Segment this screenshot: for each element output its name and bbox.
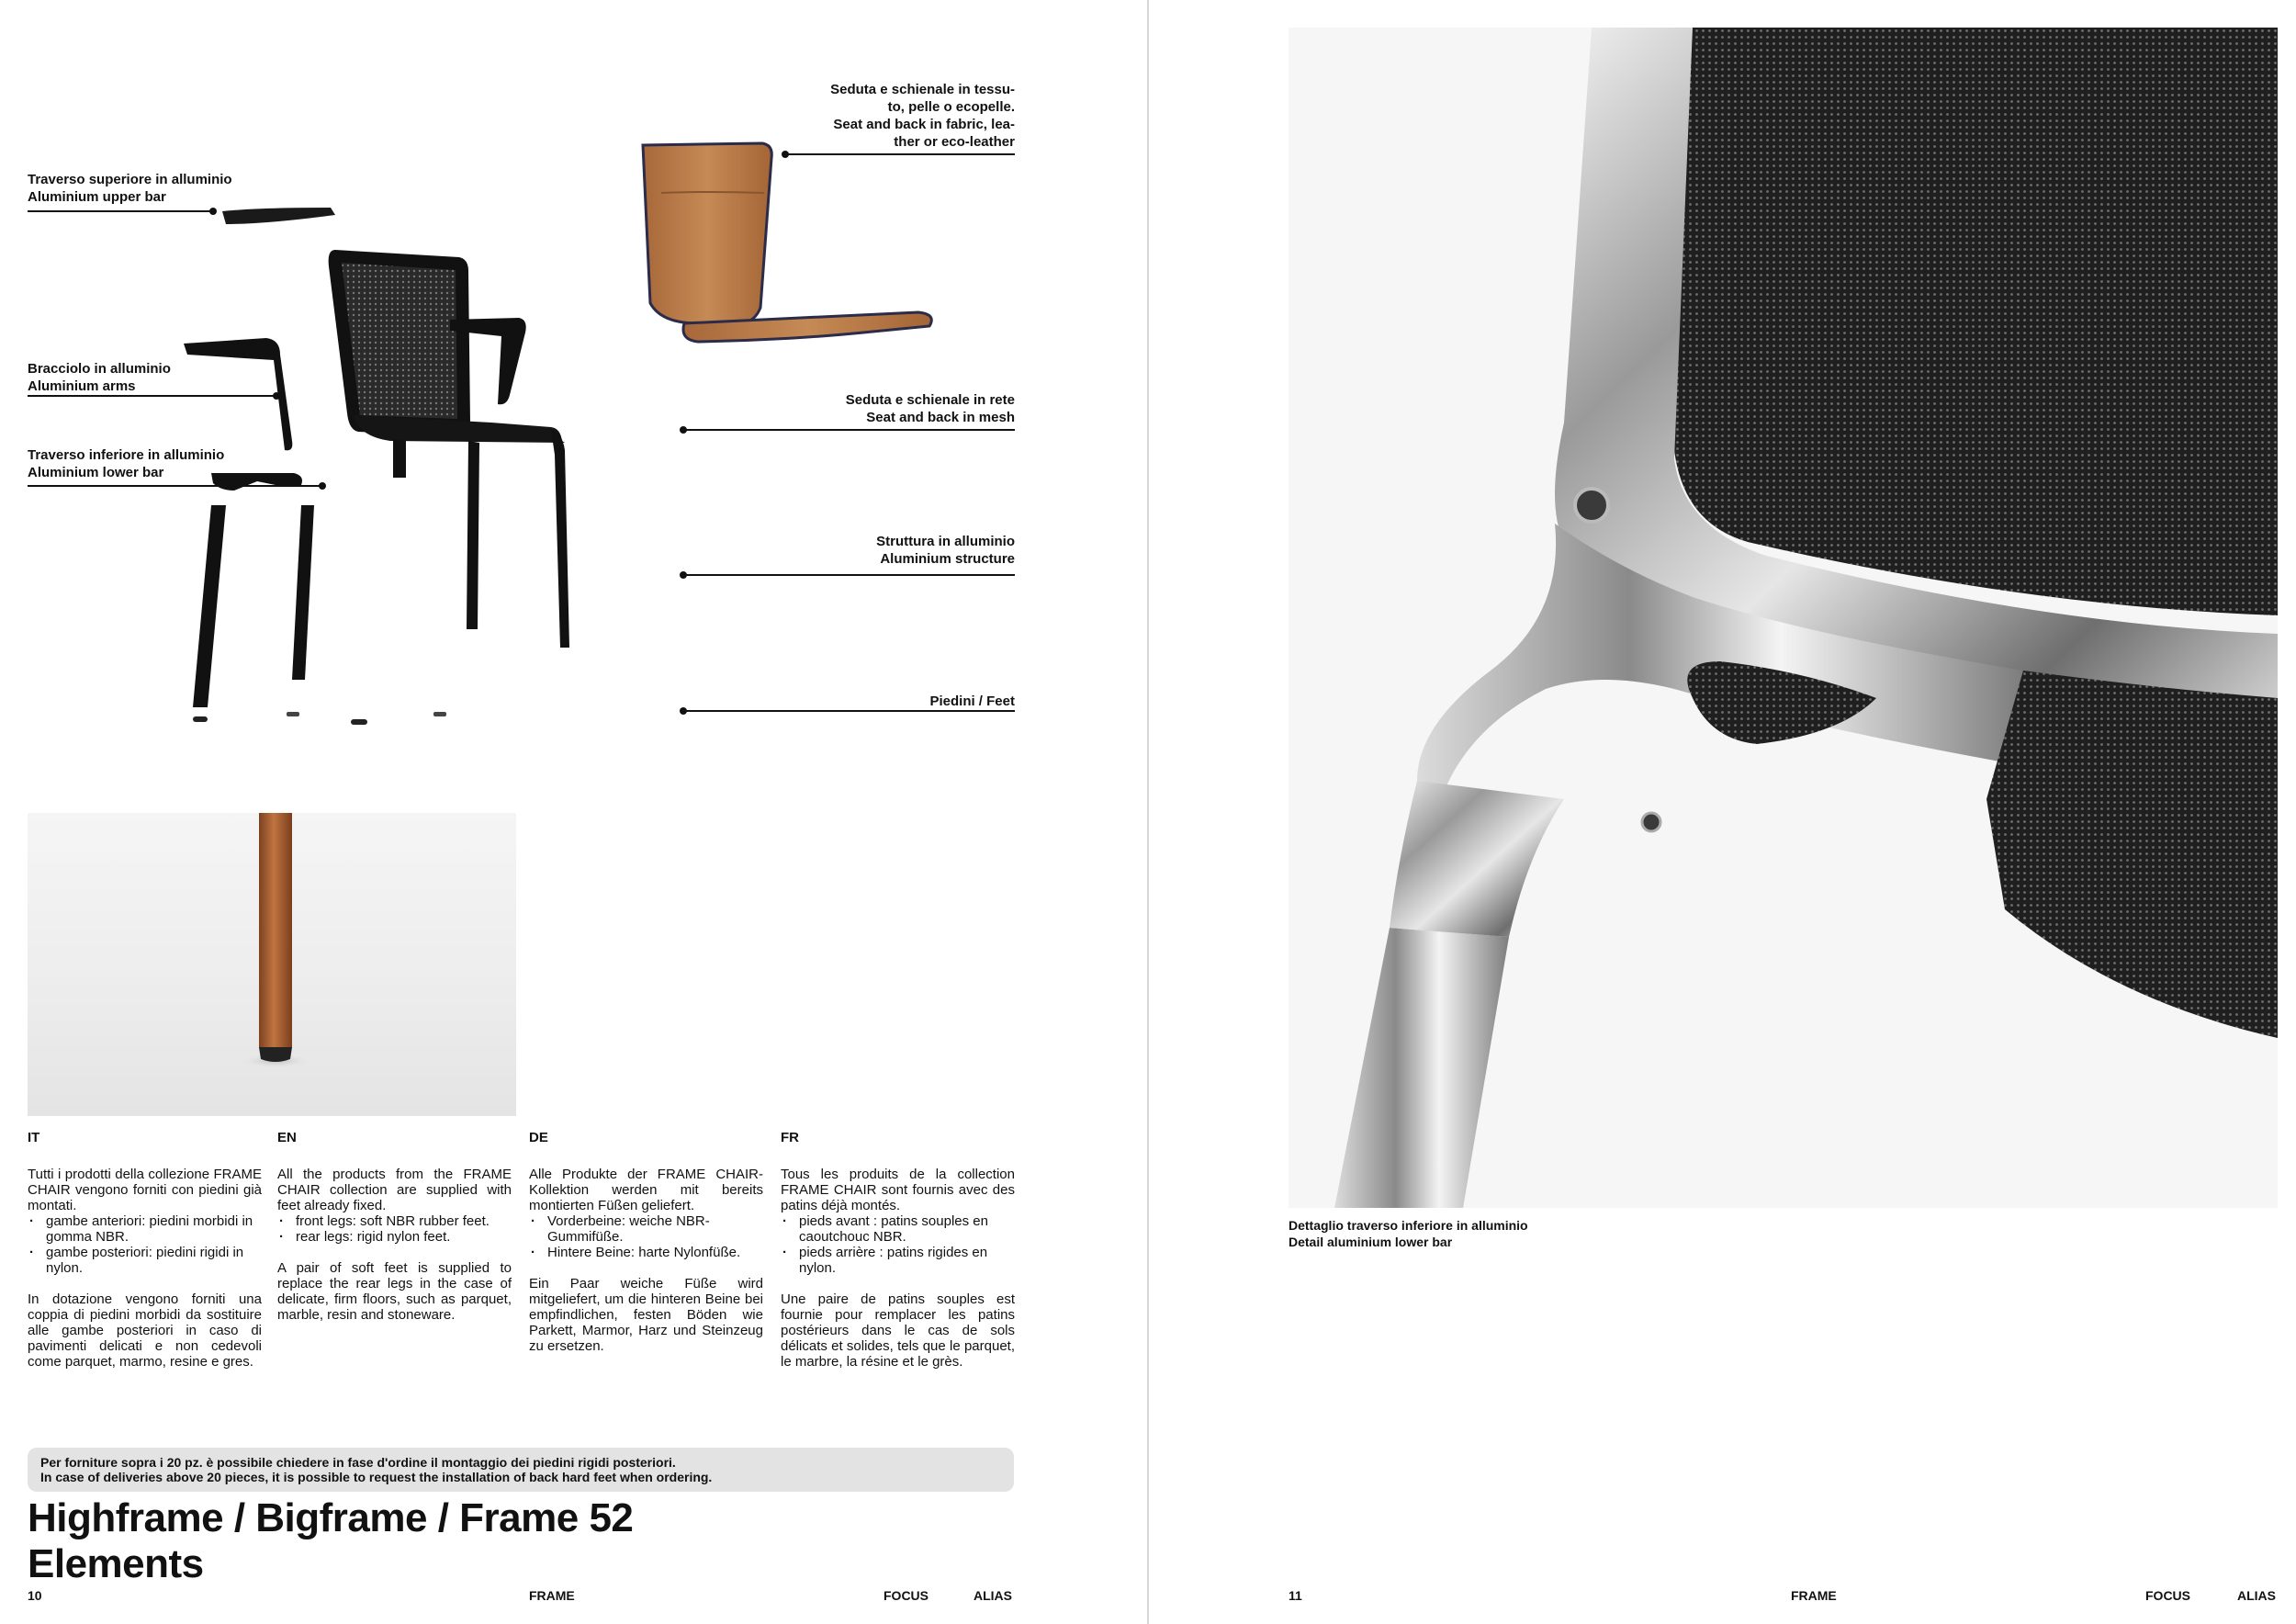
- lang-label-it: IT: [28, 1130, 40, 1145]
- callout-lower-bar-en: Aluminium lower bar: [28, 465, 164, 480]
- callout-structure-en: Aluminium structure: [880, 551, 1015, 567]
- column-de: [529, 1130, 763, 1370]
- leg-detail-graphic: [28, 813, 516, 1116]
- list-item: · front legs: soft NBR rubber feet.: [277, 1213, 512, 1229]
- column-en-extra: A pair of soft feet is supplied to replace the rear legs in the case of delicate, firm floors, such as parquet, marble, resin and stoneware.: [277, 1260, 512, 1323]
- foot-4: [433, 712, 446, 716]
- column-fr-list: [781, 1213, 1015, 1276]
- column-fr-intro: Tous les produits de la collection FRAME CHAIR sont fournis avec des patins déjà montés.: [781, 1167, 1015, 1213]
- rear-leg-left: [393, 439, 406, 478]
- mesh-back-panel: [342, 263, 457, 419]
- foot-1: [193, 716, 208, 722]
- ordering-notice: [28, 1448, 1014, 1492]
- column-en: [277, 1130, 512, 1338]
- callout-upper-bar-it: Traverso superiore in alluminio: [28, 172, 232, 187]
- callout-arms-en: Aluminium arms: [28, 378, 136, 394]
- detail-seat-mesh: [1986, 671, 2278, 1038]
- callout-structure-it: Struttura in alluminio: [876, 534, 1015, 549]
- page-title: [28, 1495, 633, 1587]
- page-title-line2: Elements: [28, 1541, 204, 1586]
- callout-seat-fabric-line4: ther or eco-leather: [894, 134, 1015, 150]
- foot-3: [351, 719, 367, 725]
- list-item: · Vorderbeine: weiche NBR-Gummifüße.: [529, 1213, 763, 1245]
- photo-caption-it: Dettaglio traverso inferiore in alluminio: [1289, 1218, 1528, 1233]
- column-en-intro: All the products from the FRAME CHAIR collection are supplied with feet already fixed.: [277, 1167, 512, 1213]
- notice-it: Per forniture sopra i 20 pz. è possibile chiedere in fase d'ordine il montaggio dei piedini rigidi posteriori.: [40, 1455, 676, 1470]
- leg-foot: [259, 1047, 292, 1062]
- lower-bar-detail-graphic: [1289, 28, 2278, 1208]
- front-leg-right: [551, 430, 569, 648]
- rear-leg-mid: [467, 441, 479, 629]
- leg-loose-mid: [292, 505, 314, 680]
- leg-detail-photo: [28, 813, 516, 1116]
- column-fr: [781, 1130, 1015, 1385]
- list-item: · gambe anteriori: piedini morbidi in gomma NBR.: [28, 1213, 262, 1245]
- page-spine: [1147, 0, 1149, 1624]
- list-item: · Hintere Beine: harte Nylonfüße.: [529, 1245, 763, 1260]
- list-item: · rear legs: rigid nylon feet.: [277, 1229, 512, 1245]
- leather-back-seam: [661, 192, 764, 193]
- footer-brand-left: ALIAS: [974, 1588, 1012, 1603]
- footer-page-number-left: 10: [28, 1588, 42, 1603]
- list-item: · pieds avant : patins souples en caoutchouc NBR.: [781, 1213, 1015, 1245]
- column-it-intro: Tutti i prodotti della collezione FRAME CHAIR vengono forniti con piedini già montati.: [28, 1167, 262, 1213]
- column-it-extra: In dotazione vengono forniti una coppia di piedini morbidi da sostituire alle gambe posteriori in caso di pavimenti delicati e non cedevoli come parquet, marmo, resine e gres.: [28, 1291, 262, 1370]
- upper-bar-part: [222, 208, 335, 224]
- lower-bar-detail-photo: [1289, 28, 2278, 1208]
- callout-seat-mesh-it: Seduta e schienale in rete: [845, 392, 1015, 408]
- footer-brand-right: ALIAS: [2237, 1588, 2276, 1603]
- detail-screw: [1575, 489, 1608, 522]
- column-de-list: [529, 1213, 763, 1260]
- page-title-line1: Highframe / Bigframe / Frame 52: [28, 1495, 634, 1540]
- column-fr-extra: Une paire de patins souples est fournie pour remplacer les patins postérieurs dans le cas de sols délicats et solides, tels que le parquet, le marbre, la résine et le grès.: [781, 1291, 1015, 1370]
- detail-leg-joint: [1390, 781, 1564, 937]
- footer-focus-left: FOCUS: [884, 1588, 929, 1603]
- detail-leg: [1334, 928, 1509, 1208]
- list-item: · gambe posteriori: piedini rigidi in nylon.: [28, 1245, 262, 1276]
- column-it: [28, 1130, 262, 1385]
- callout-seat-fabric-line2: to, pelle o ecopelle.: [887, 99, 1015, 115]
- callout-seat-fabric-line1: Seduta e schienale in tessu-: [830, 82, 1015, 97]
- detail-screw-2: [1642, 813, 1660, 831]
- column-it-list: [28, 1213, 262, 1276]
- lang-label-de: DE: [529, 1130, 548, 1145]
- lang-label-fr: FR: [781, 1130, 799, 1145]
- callout-upper-bar-en: Aluminium upper bar: [28, 189, 166, 205]
- chair-exploded-illustration: [147, 119, 974, 744]
- callout-seat-mesh-en: Seat and back in mesh: [866, 410, 1015, 425]
- leather-back: [643, 143, 771, 323]
- photo-caption-en: Detail aluminium lower bar: [1289, 1235, 1453, 1249]
- arm-loose: [184, 338, 292, 450]
- callout-arms-it: Bracciolo in alluminio: [28, 361, 171, 377]
- photo-caption: [1289, 1217, 1528, 1250]
- footer-section-right: FRAME: [1791, 1588, 1837, 1603]
- lower-bar-part: [211, 473, 302, 491]
- column-de-extra: Ein Paar weiche Füße wird mitgeliefert, um die hinteren Beine bei empfindlichen, festen Böden wie Parkett, Marmor, Harz und Steinzeug zu ersetzen.: [529, 1276, 763, 1354]
- leg-loose-left: [193, 505, 226, 707]
- leg-tube: [259, 813, 292, 1047]
- callout-seat-fabric-line3: Seat and back in fabric, lea-: [833, 117, 1015, 132]
- list-item: · pieds arrière : patins rigides en nylon.: [781, 1245, 1015, 1276]
- foot-2: [287, 712, 299, 716]
- column-de-intro: Alle Produkte der FRAME CHAIR-Kollektion werden mit bereits montierten Füßen geliefert.: [529, 1167, 763, 1213]
- footer-focus-right: FOCUS: [2145, 1588, 2190, 1603]
- footer-section-left: FRAME: [529, 1588, 575, 1603]
- detail-mesh-back: [1665, 28, 2278, 615]
- callout-feet-label: Piedini / Feet: [929, 694, 1015, 709]
- footer-page-number-right: 11: [1289, 1588, 1302, 1603]
- column-en-list: [277, 1213, 512, 1245]
- lang-label-en: EN: [277, 1130, 297, 1145]
- notice-en: In case of deliveries above 20 pieces, it is possible to request the installation of back hard feet when ordering.: [40, 1470, 713, 1484]
- callout-lower-bar-it: Traverso inferiore in alluminio: [28, 447, 225, 463]
